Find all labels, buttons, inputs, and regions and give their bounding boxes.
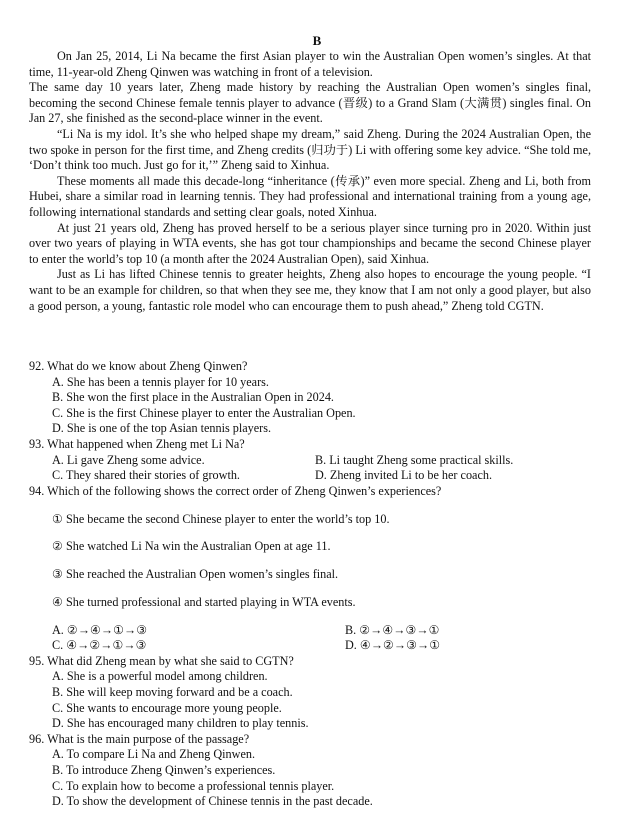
passage-paragraph-6: Just as Li has lifted Chinese tennis to greater heights, Zheng also hopes to encourage the young people. “I want to be an example for children, so that when they see me, they know that I am not only a good player, but also a good person, a young, fantastic role model who can encourage them to push ahead,” Zheng told CGTN. <box>29 267 591 313</box>
option-b[interactable]: B. ②→④→③→① <box>345 622 440 637</box>
option-d[interactable]: D. She is one of the top Asian tennis players. <box>52 421 272 436</box>
question-93 <box>29 437 599 484</box>
option-c[interactable]: C. She wants to encourage more young people. <box>52 700 282 715</box>
experience-item-1: ① She became the second Chinese player to enter the world’s top 10. <box>52 511 390 526</box>
option-a[interactable]: A. Li gave Zheng some advice. <box>52 452 205 467</box>
question-92 <box>29 359 599 437</box>
option-c[interactable]: C. They shared their stories of growth. <box>52 468 240 483</box>
option-d[interactable]: D. She has encouraged many children to play tennis. <box>52 716 309 731</box>
reading-passage <box>29 49 591 314</box>
section-label: B <box>312 33 322 48</box>
option-c[interactable]: C. To explain how to become a professional tennis player. <box>52 778 335 793</box>
passage-paragraph-5: At just 21 years old, Zheng has proved herself to be a serious player since turning pro in 2020. Within just over two years of playing in WTA events, she has got tour championships and became the second Chinese player to enter the world’s top 10 (a month after the 2024 Australian Open), said Xinhua. <box>29 220 591 266</box>
question-stem: 94. Which of the following shows the correct order of Zheng Qinwen’s experiences? <box>29 483 442 498</box>
option-b[interactable]: B. She won the first place in the Australian Open in 2024. <box>52 390 334 405</box>
question-stem: 92. What do we know about Zheng Qinwen? <box>29 359 248 373</box>
option-c[interactable]: C. ④→②→①→③ <box>52 638 147 653</box>
passage-paragraph-3: “Li Na is my idol. It’s she who helped shape my dream,” said Zheng. During the 2024 Australian Open, the two spoke in person for the first time, and Zheng credits (归功于) Li with offering some key advice. “She told me, ‘Don’t think too much. Just go for it,’” Zheng said to Xinhua. <box>29 126 591 173</box>
option-d[interactable]: D. Zheng invited Li to be her coach. <box>315 468 492 483</box>
option-b[interactable]: B. Li taught Zheng some practical skills. <box>315 452 514 467</box>
options-row <box>52 468 599 484</box>
option-b[interactable]: B. She will keep moving forward and be a coach. <box>52 685 293 700</box>
passage-paragraph-1: On Jan 25, 2014, Li Na became the first Asian player to win the Australian Open women’s singles. At that time, 11-year-old Zheng Qinwen was watching in front of a television. <box>29 49 591 79</box>
question-stem: 93. What happened when Zheng met Li Na? <box>29 436 245 451</box>
options-row <box>52 638 599 654</box>
options-row <box>52 623 599 639</box>
question-stem: 95. What did Zheng mean by what she said to CGTN? <box>29 653 294 668</box>
experience-item-3: ③ She reached the Australian Open women’s singles final. <box>52 567 339 582</box>
question-96 <box>29 732 599 810</box>
question-95 <box>29 654 599 732</box>
option-a[interactable]: A. She has been a tennis player for 10 years. <box>52 374 269 389</box>
option-c[interactable]: C. She is the first Chinese player to enter the Australian Open. <box>52 405 356 420</box>
question-stem: 96. What is the main purpose of the passage? <box>29 731 250 746</box>
option-a[interactable]: A. To compare Li Na and Zheng Qinwen. <box>52 747 256 762</box>
options-row <box>52 453 599 469</box>
passage-paragraph-2: The same day 10 years later, Zheng made history by reaching the Australian Open women’s singles final, becoming the second Chinese female tennis player to advance (晋级) to a Grand Slam (大满贯) singles final. On Jan 27, she finished as the second-place winner in the event. <box>29 80 591 126</box>
question-list <box>29 359 599 810</box>
option-b[interactable]: B. To introduce Zheng Qinwen’s experiences. <box>52 763 276 777</box>
option-d[interactable]: D. To show the development of Chinese tennis in the past decade. <box>52 794 373 809</box>
option-a[interactable]: A. ②→④→①→③ <box>52 622 148 637</box>
experience-item-4: ④ She turned professional and started playing in WTA events. <box>52 594 356 609</box>
passage-paragraph-4: These moments all made this decade-long “inheritance (传承)” even more special. Zheng and Li, both from Hubei, share a similar road in learning tennis. They had professional and international training from a young age, following international standards and setting clear goals, noted Xinhua. <box>29 173 591 219</box>
option-d[interactable]: D. ④→②→③→① <box>345 638 441 653</box>
option-a[interactable]: A. She is a powerful model among children. <box>52 669 268 684</box>
experience-item-2: ② She watched Li Na win the Australian Open at age 11. <box>52 539 331 554</box>
question-94 <box>29 484 599 654</box>
